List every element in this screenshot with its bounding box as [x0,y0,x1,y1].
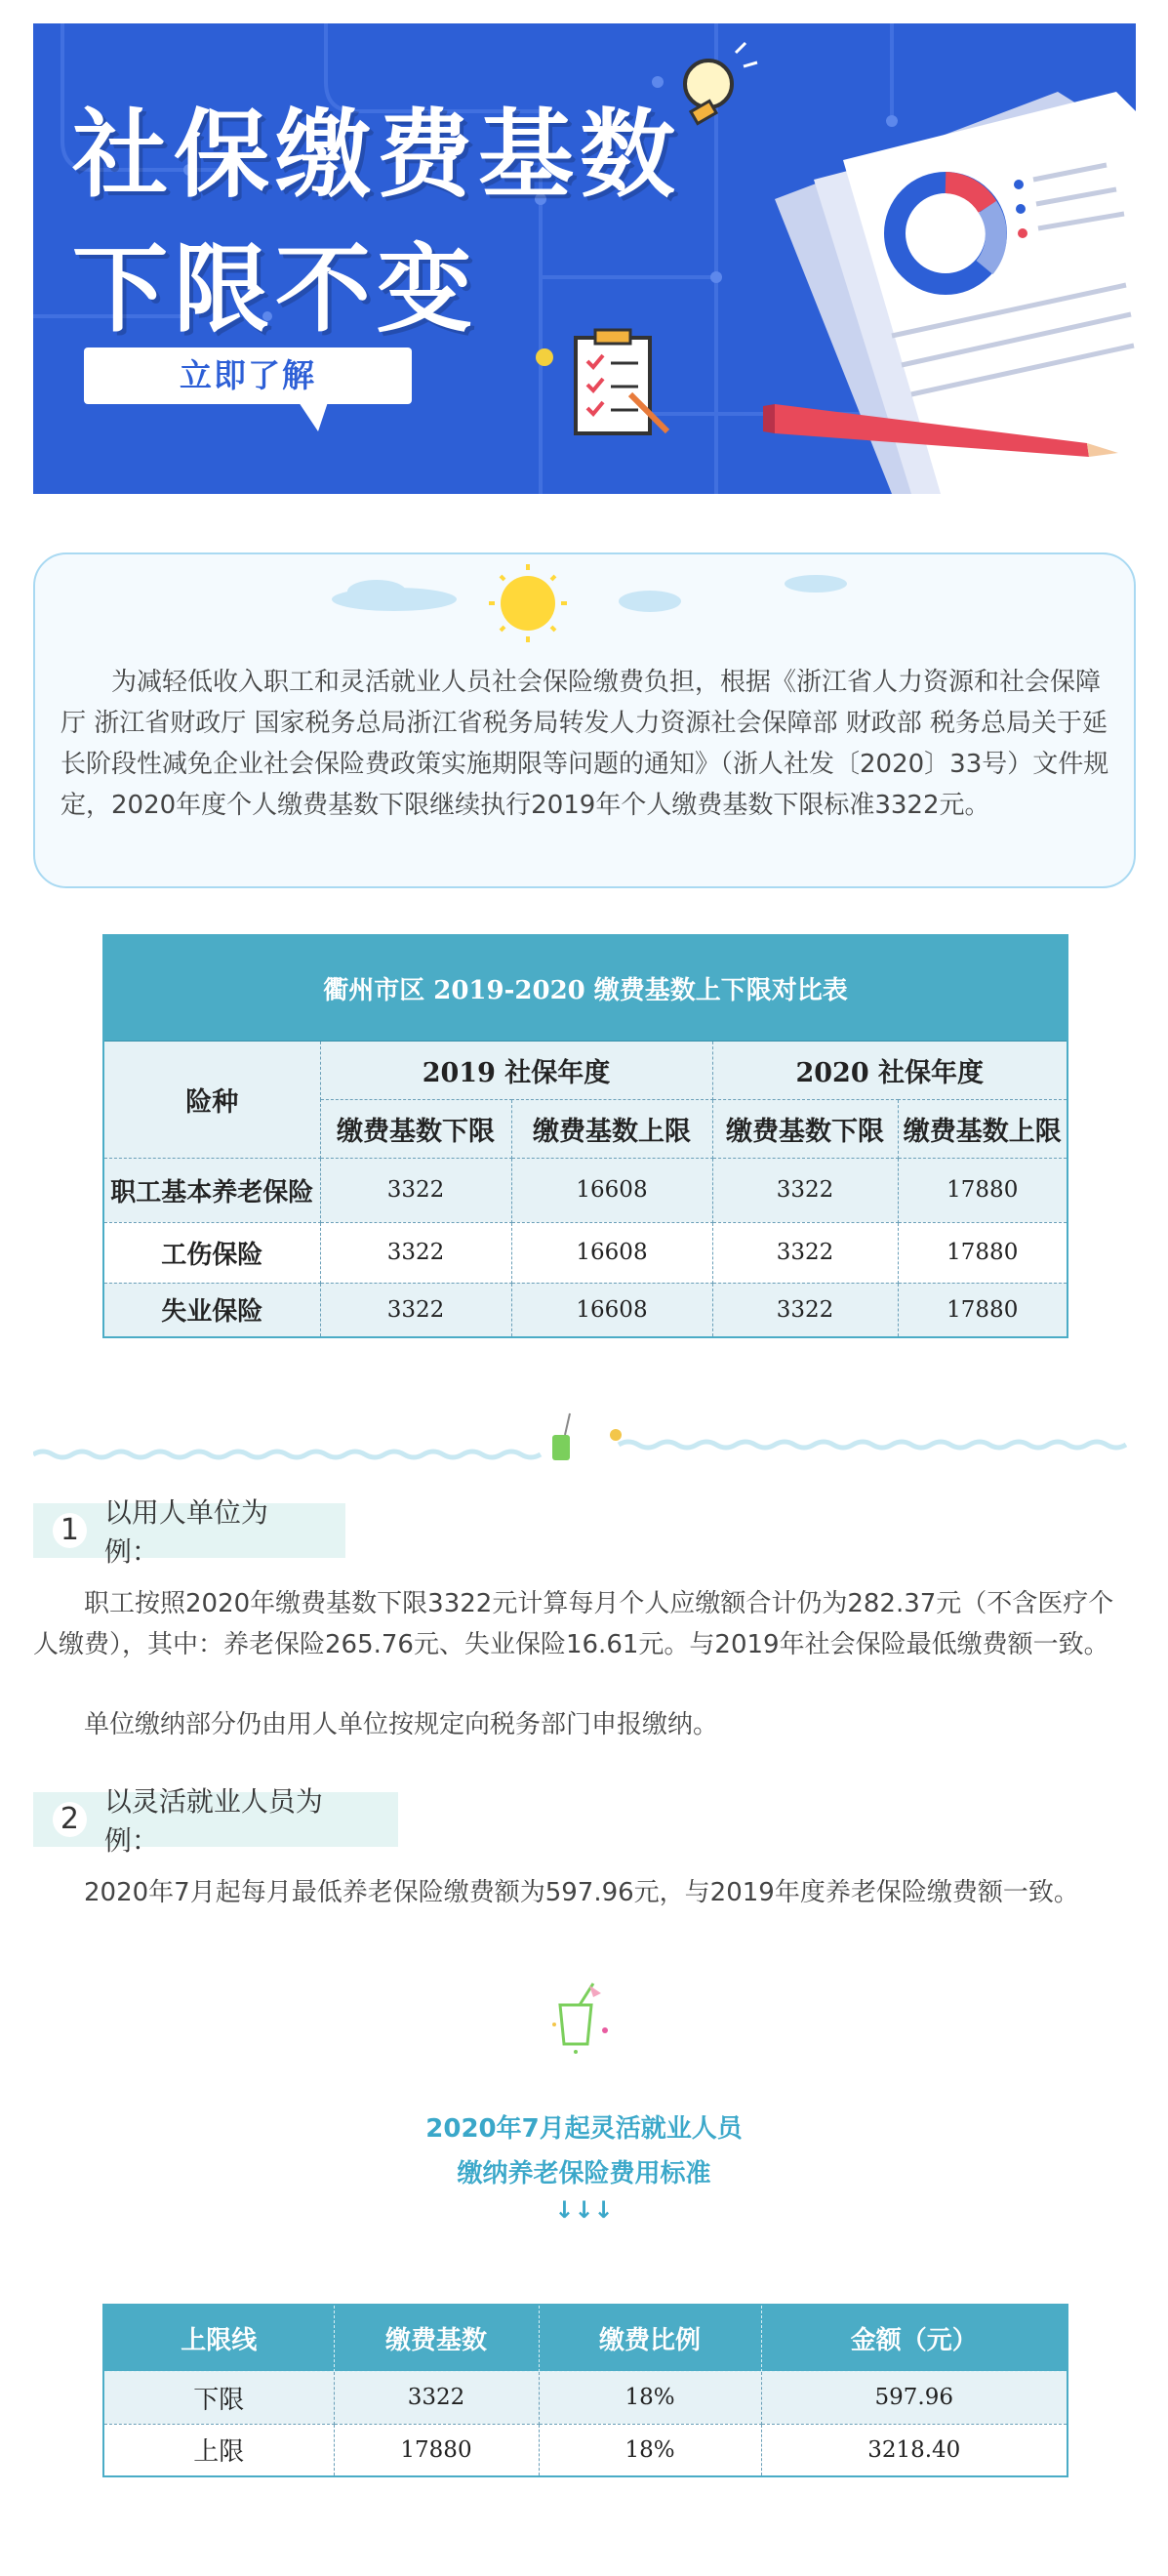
table-cell: 17880 [898,1158,1067,1222]
row-label: 工伤保险 [103,1222,320,1283]
table-cell: 3218.40 [761,2424,1067,2476]
col-header: 金额（元） [761,2305,1067,2371]
row-label: 失业保险 [103,1283,320,1337]
col-header-2019: 2019 社保年度 [320,1041,712,1099]
section-header-flexible [33,1785,398,1857]
intro-paragraph: 为减轻低收入职工和灵活就业人员社会保险缴费负担，根据《浙江省人力资源和社会保障厅 浙江省财政厅 国家税务总局浙江省税务局转发人力资源社会保障部 财政部 税务总局关于延长阶段性减免企业社会保险费政策实施期限等问题的通知》（浙人社发〔2020〕33号）文件规定，2020年度个人缴费基数下限继续执行2019年个人缴费基数下限标准3322元。 [60,668,1109,820]
table-cell: 3322 [334,2371,539,2424]
table-cell: 3322 [320,1158,511,1222]
clipboard-icon [536,330,667,433]
table-caption: 衢州市区 2019-2020 缴费基数上下限对比表 [103,935,1067,1041]
col-header: 上限线 [103,2305,334,2371]
table-cell: 3322 [712,1158,898,1222]
section-number: 1 [53,1513,87,1548]
table-row [103,2371,1067,2424]
table-row [103,1222,1067,1283]
drink-icon [552,1413,622,1460]
col-header: 缴费基数 [334,2305,539,2371]
table-cell: 18% [539,2424,761,2476]
sun-icon [489,564,567,642]
lightbulb-icon [685,43,757,124]
sub-header-lower-2019: 缴费基数下限 [320,1099,511,1158]
flexible-paragraph: 2020年7月起每月最低养老保险缴费额为597.96元，与2019年度养老保险缴费额一致。 [84,1878,1079,1907]
col-header-type: 险种 [103,1041,320,1158]
table-cell: 17880 [898,1283,1067,1337]
section-label: 以灵活就业人员为例： [103,1785,323,1857]
col-header-2020: 2020 社保年度 [712,1041,1067,1099]
down-arrows-icon: ↓↓↓ [554,2196,614,2224]
table2-title-line1: 2020年7月起灵活就业人员 [425,2114,743,2144]
table-row [103,2424,1067,2476]
table-cell: 3322 [320,1222,511,1283]
hero-banner [33,23,1136,494]
table2-title-line2: 缴纳养老保险费用标准 [457,2159,711,2188]
learn-more-button[interactable]: 立即了解 [84,348,412,404]
table-cell: 597.96 [761,2371,1067,2424]
table-cell: 3322 [712,1283,898,1337]
drink-cup-icon [546,1982,624,2060]
section-number: 2 [53,1802,87,1837]
section-label: 以用人单位为例： [103,1496,268,1568]
table-cell: 16608 [511,1158,712,1222]
table-cell: 下限 [103,2371,334,2424]
table-row [103,1283,1067,1337]
button-tail-decoration [299,402,328,431]
section-header-employer [33,1496,345,1568]
sun-clouds-decoration [35,554,1138,662]
sub-header-upper-2019: 缴费基数上限 [511,1099,712,1158]
contribution-base-comparison-table [102,934,1068,1338]
table-cell: 17880 [334,2424,539,2476]
banner-title-line2: 下限不变 [72,234,479,346]
wave-divider [33,1406,1136,1474]
table-cell: 3322 [320,1283,511,1337]
table-row [103,1158,1067,1222]
sub-header-lower-2020: 缴费基数下限 [712,1099,898,1158]
table-cell: 16608 [511,1222,712,1283]
table-cell: 3322 [712,1222,898,1283]
flexible-employment-standard-table [102,2304,1068,2477]
intro-box [33,552,1136,888]
sub-header-upper-2020: 缴费基数上限 [898,1099,1067,1158]
employer-paragraph-1: 职工按照2020年缴费基数下限3322元计算每月个人应缴额合计仍为282.37元（不含医疗个人缴费），其中：养老保险265.76元、失业保险16.61元。与2019年社会保险最低缴费额一致。 [33,1589,1114,1659]
table-cell: 上限 [103,2424,334,2476]
table-cell: 17880 [898,1222,1067,1283]
table-cell: 18% [539,2371,761,2424]
col-header: 缴费比例 [539,2305,761,2371]
table-cell: 16608 [511,1283,712,1337]
banner-title-line1: 社保缴费基数 [72,100,682,211]
row-label: 职工基本养老保险 [103,1158,320,1222]
employer-paragraph-2: 单位缴纳部分仍由用人单位按规定向税务部门申报缴纳。 [84,1710,719,1739]
